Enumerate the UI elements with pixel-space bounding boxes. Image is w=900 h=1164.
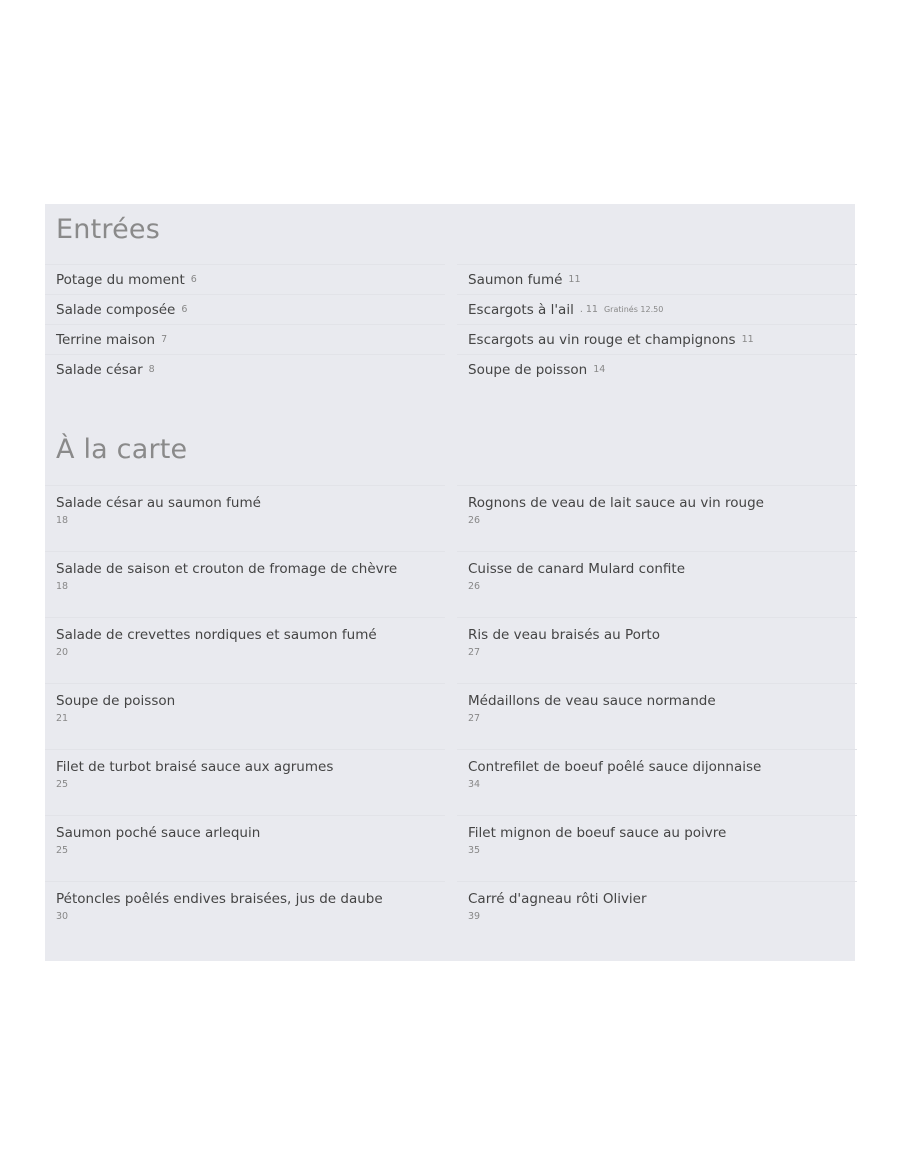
menu-item [45, 815, 445, 881]
item-price: 25 [56, 779, 69, 790]
menu-item [457, 354, 857, 384]
menu-item [457, 264, 857, 294]
item-name: Terrine maison [56, 331, 156, 348]
item-price: 20 [56, 647, 69, 658]
menu-item [457, 749, 857, 815]
item-price: 6 [190, 274, 197, 285]
item-price: 26 [468, 581, 481, 592]
item-name: Escargots au vin rouge et champignons [468, 331, 736, 348]
item-price: 6 [181, 304, 188, 315]
item-name: Filet mignon de boeuf sauce au poivre [468, 825, 727, 841]
menu-item [45, 264, 445, 294]
item-name: Pétoncles poêlés endives braisées, jus de daube [56, 891, 383, 907]
item-name: Soupe de poisson [56, 693, 176, 709]
menu-item [457, 485, 857, 551]
item-price: 34 [468, 779, 481, 790]
item-price: 27 [468, 713, 481, 724]
item-name: Salade césar au saumon fumé [56, 495, 261, 511]
item-price: 7 [161, 334, 168, 345]
item-price: . 11 [579, 304, 598, 315]
item-name: Ris de veau braisés au Porto [468, 627, 660, 643]
item-note: Gratinés 12.50 [603, 305, 664, 314]
entrees-left-column [45, 264, 445, 384]
item-price: 14 [593, 364, 606, 375]
menu-item [45, 551, 445, 617]
item-name: Salade de saison et crouton de fromage de chèvre [56, 561, 398, 577]
menu-item [457, 294, 857, 324]
item-price: 18 [56, 581, 69, 592]
entrees-right-column [457, 264, 857, 384]
item-price: 18 [56, 515, 69, 526]
menu-item [45, 749, 445, 815]
item-name: Cuisse de canard Mulard confite [468, 561, 686, 577]
menu-item [45, 683, 445, 749]
item-name: Contrefilet de boeuf poêlé sauce dijonnaise [468, 759, 762, 775]
item-price: 8 [148, 364, 155, 375]
item-price: 27 [468, 647, 481, 658]
item-name: Carré d'agneau rôti Olivier [468, 891, 647, 907]
menu-item [457, 551, 857, 617]
item-name: Salade de crevettes nordiques et saumon fumé [56, 627, 377, 643]
item-name: Rognons de veau de lait sauce au vin rouge [468, 495, 764, 511]
menu-item [45, 294, 445, 324]
menu-item [45, 485, 445, 551]
item-price: 39 [468, 911, 481, 922]
menu-item [457, 617, 857, 683]
item-name: Filet de turbot braisé sauce aux agrumes [56, 759, 334, 775]
carte-right-column [457, 485, 857, 947]
item-price: 30 [56, 911, 69, 922]
menu-item [45, 324, 445, 354]
item-price: 11 [741, 334, 754, 345]
menu-item [457, 324, 857, 354]
item-name: Saumon fumé [468, 271, 563, 288]
item-name: Salade composée [56, 301, 176, 318]
menu-item [45, 617, 445, 683]
section-title-a-la-carte: À la carte [56, 434, 188, 465]
item-price: 25 [56, 845, 69, 856]
item-price: 35 [468, 845, 481, 856]
item-name: Escargots à l'ail [468, 301, 574, 318]
item-name: Saumon poché sauce arlequin [56, 825, 261, 841]
menu-item [457, 815, 857, 881]
menu-item [457, 683, 857, 749]
menu-item [457, 881, 857, 947]
item-name: Salade césar [56, 361, 143, 378]
menu-panel [45, 204, 855, 961]
item-name: Potage du moment [56, 271, 185, 288]
item-price: 26 [468, 515, 481, 526]
item-name: Soupe de poisson [468, 361, 588, 378]
section-title-entrees: Entrées [56, 214, 160, 245]
item-price: 21 [56, 713, 69, 724]
item-name: Médaillons de veau sauce normande [468, 693, 716, 709]
menu-item [45, 354, 445, 384]
menu-item [45, 881, 445, 947]
item-price: 11 [568, 274, 581, 285]
carte-left-column [45, 485, 445, 947]
